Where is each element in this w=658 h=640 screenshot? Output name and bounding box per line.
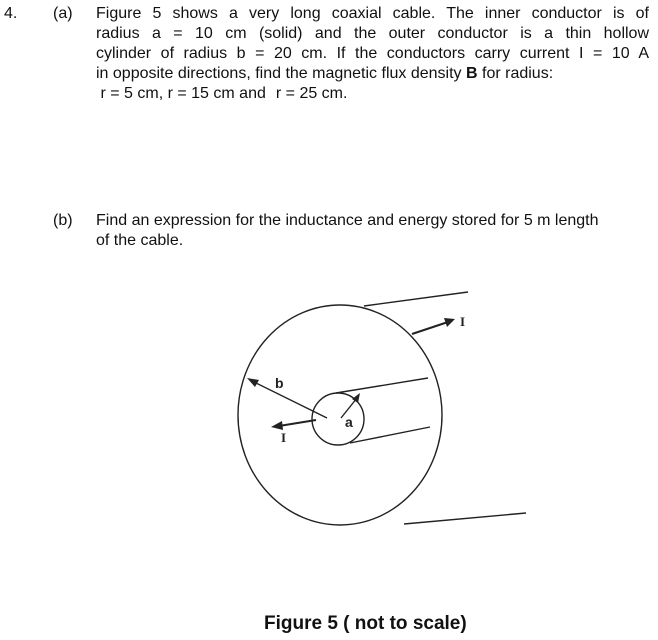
label-a: a (345, 414, 353, 430)
inner-current-arrow (279, 420, 316, 426)
part-a-line-3: cylinder of radius b = 20 cm. If the conductors carry current I = 10 A (96, 45, 649, 62)
label-current-outer: I (460, 314, 466, 329)
part-a-line-2: radius a = 10 cm (solid) and the outer conductor is a thin hollow (96, 25, 649, 42)
part-b-line-2: of the cable. (96, 232, 184, 249)
part-a-label: (a) (53, 5, 73, 22)
part-b-label: (b) (53, 212, 73, 229)
outer-conductor-circle (238, 305, 442, 525)
outer-current-arrow (412, 322, 448, 334)
radius-value-2: r = 15 cm and (167, 85, 266, 102)
outer-cylinder-bottom-line (404, 513, 526, 524)
outer-cylinder-top-line (364, 292, 468, 306)
radius-b-arrowhead (247, 378, 259, 387)
inner-current-arrowhead (271, 421, 283, 430)
part-a-line-1: Figure 5 shows a very long coaxial cable. The inner conductor is of (96, 5, 649, 22)
radius-value-1: r = 5 cm, (100, 85, 164, 102)
part-a-line-4-post: for radius: (477, 65, 554, 82)
part-b-line-1: Find an expression for the inductance and energy stored for 5 m length (96, 212, 599, 229)
label-b: b (275, 375, 284, 391)
inner-cylinder-top-line (336, 378, 428, 393)
part-a-line-4-pre: in opposite directions, find the magnetic flux density (96, 65, 466, 82)
question-number: 4. (4, 5, 18, 22)
radius-value-3: r = 25 cm. (275, 85, 348, 102)
label-current-inner: I (281, 430, 287, 445)
radius-b-line (252, 381, 327, 418)
figure-caption: Figure 5 ( not to scale) (264, 613, 467, 634)
outer-current-arrowhead (444, 318, 455, 327)
flux-density-symbol: B (465, 65, 478, 82)
